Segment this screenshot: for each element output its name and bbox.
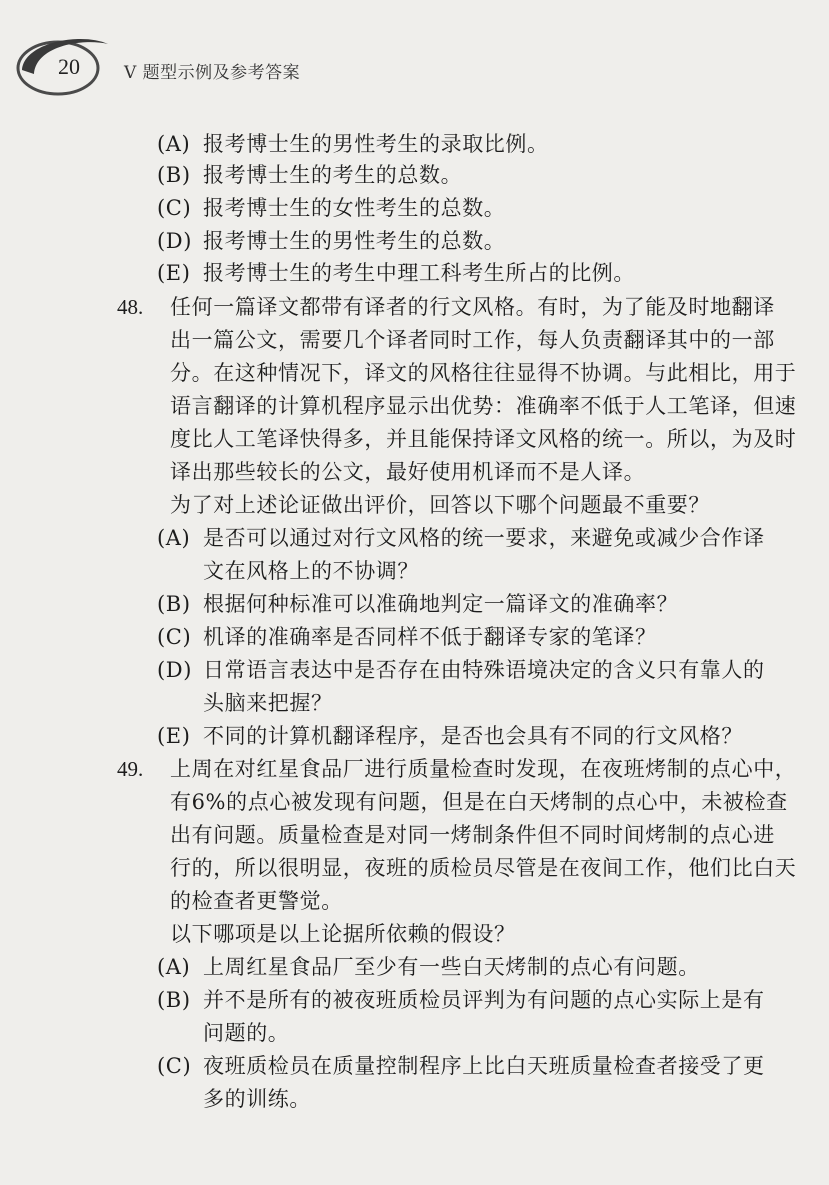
q48-stem-line: 分。在这种情况下，译文的风格往往显得不协调。与此相比，用于 [170,361,797,385]
q48-option-c: (C) 机译的准确率是否同样不低于翻译专家的笔译？ [157,625,657,649]
section-title: V 题型示例及参考答案 [124,63,301,83]
q49-stem-line: 行的，所以很明显，夜班的质检员尽管是在夜间工作，他们比白天 [170,856,797,880]
q48-option-e: (E) 不同的计算机翻译程序，是否也会具有不同的行文风格？ [157,724,743,748]
q48-option-b: (B) 根据何种标准可以准确地判定一篇译文的准确率？ [157,592,679,616]
q49-option-b-cont: 问题的。 [203,1021,290,1045]
q47-option-a: (A) 报考博士生的男性考生的录取比例。 [157,132,549,156]
q47-option-b: (B) 报考博士生的考生的总数。 [157,163,463,187]
q49-option-c: (C) 夜班质检员在质量控制程序上比白天班质量检查者接受了更 [157,1054,765,1078]
q49-option-a: (A) 上周红星食品厂至少有一些白天烤制的点心有问题。 [157,955,700,979]
q49-stem-line: 有6%的点心被发现有问题，但是在白天烤制的点心中，未被检查 [170,790,788,814]
q47-option-d: (D) 报考博士生的男性考生的总数。 [157,229,506,253]
q48-question: 为了对上述论证做出评价，回答以下哪个问题最不重要？ [170,493,710,517]
q49-stem-line: 的检查者更警觉。 [170,889,343,913]
q48-stem-line: 译出那些较长的公文，最好使用机译而不是人译。 [170,460,646,484]
q48-stem-line: 度比人工笔译快得多，并且能保持译文风格的统一。所以，为及时 [170,427,797,451]
q48-stem-line: 任何一篇译文都带有译者的行文风格。有时，为了能及时地翻译 [170,295,775,319]
q48-stem-line: 语言翻译的计算机程序显示出优势：准确率不低于人工笔译，但速 [170,394,797,418]
q47-option-c: (C) 报考博士生的女性考生的总数。 [157,196,506,220]
q48-option-d: (D) 日常语言表达中是否存在由特殊语境决定的含义只有靠人的 [157,658,765,682]
q49-option-b: (B) 并不是所有的被夜班质检员评判为有问题的点心实际上是有 [157,988,765,1012]
q48-option-a-cont: 文在风格上的不协调？ [203,559,419,583]
q49-stem-line: 出有问题。质量检查是对同一烤制条件但不同时间烤制的点心进 [170,823,775,847]
q48-number: 48. [117,295,144,319]
q47-option-e: (E) 报考博士生的考生中理工科考生所占的比例。 [157,261,635,285]
q48-option-d-cont: 头脑来把握？ [203,691,333,715]
page-number: 20 [58,54,80,79]
q49-question: 以下哪项是以上论据所依赖的假设？ [170,922,516,946]
q49-number: 49. [117,757,144,781]
q49-stem-line: 上周在对红星食品厂进行质量检查时发现，在夜班烤制的点心中， [170,757,797,781]
q48-stem-line: 出一篇公文，需要几个译者同时工作，每人负责翻译其中的一部 [170,328,775,352]
q48-option-a: (A) 是否可以通过对行文风格的统一要求，来避免或减少合作译 [157,526,765,550]
q49-option-c-cont: 多的训练。 [203,1087,311,1111]
